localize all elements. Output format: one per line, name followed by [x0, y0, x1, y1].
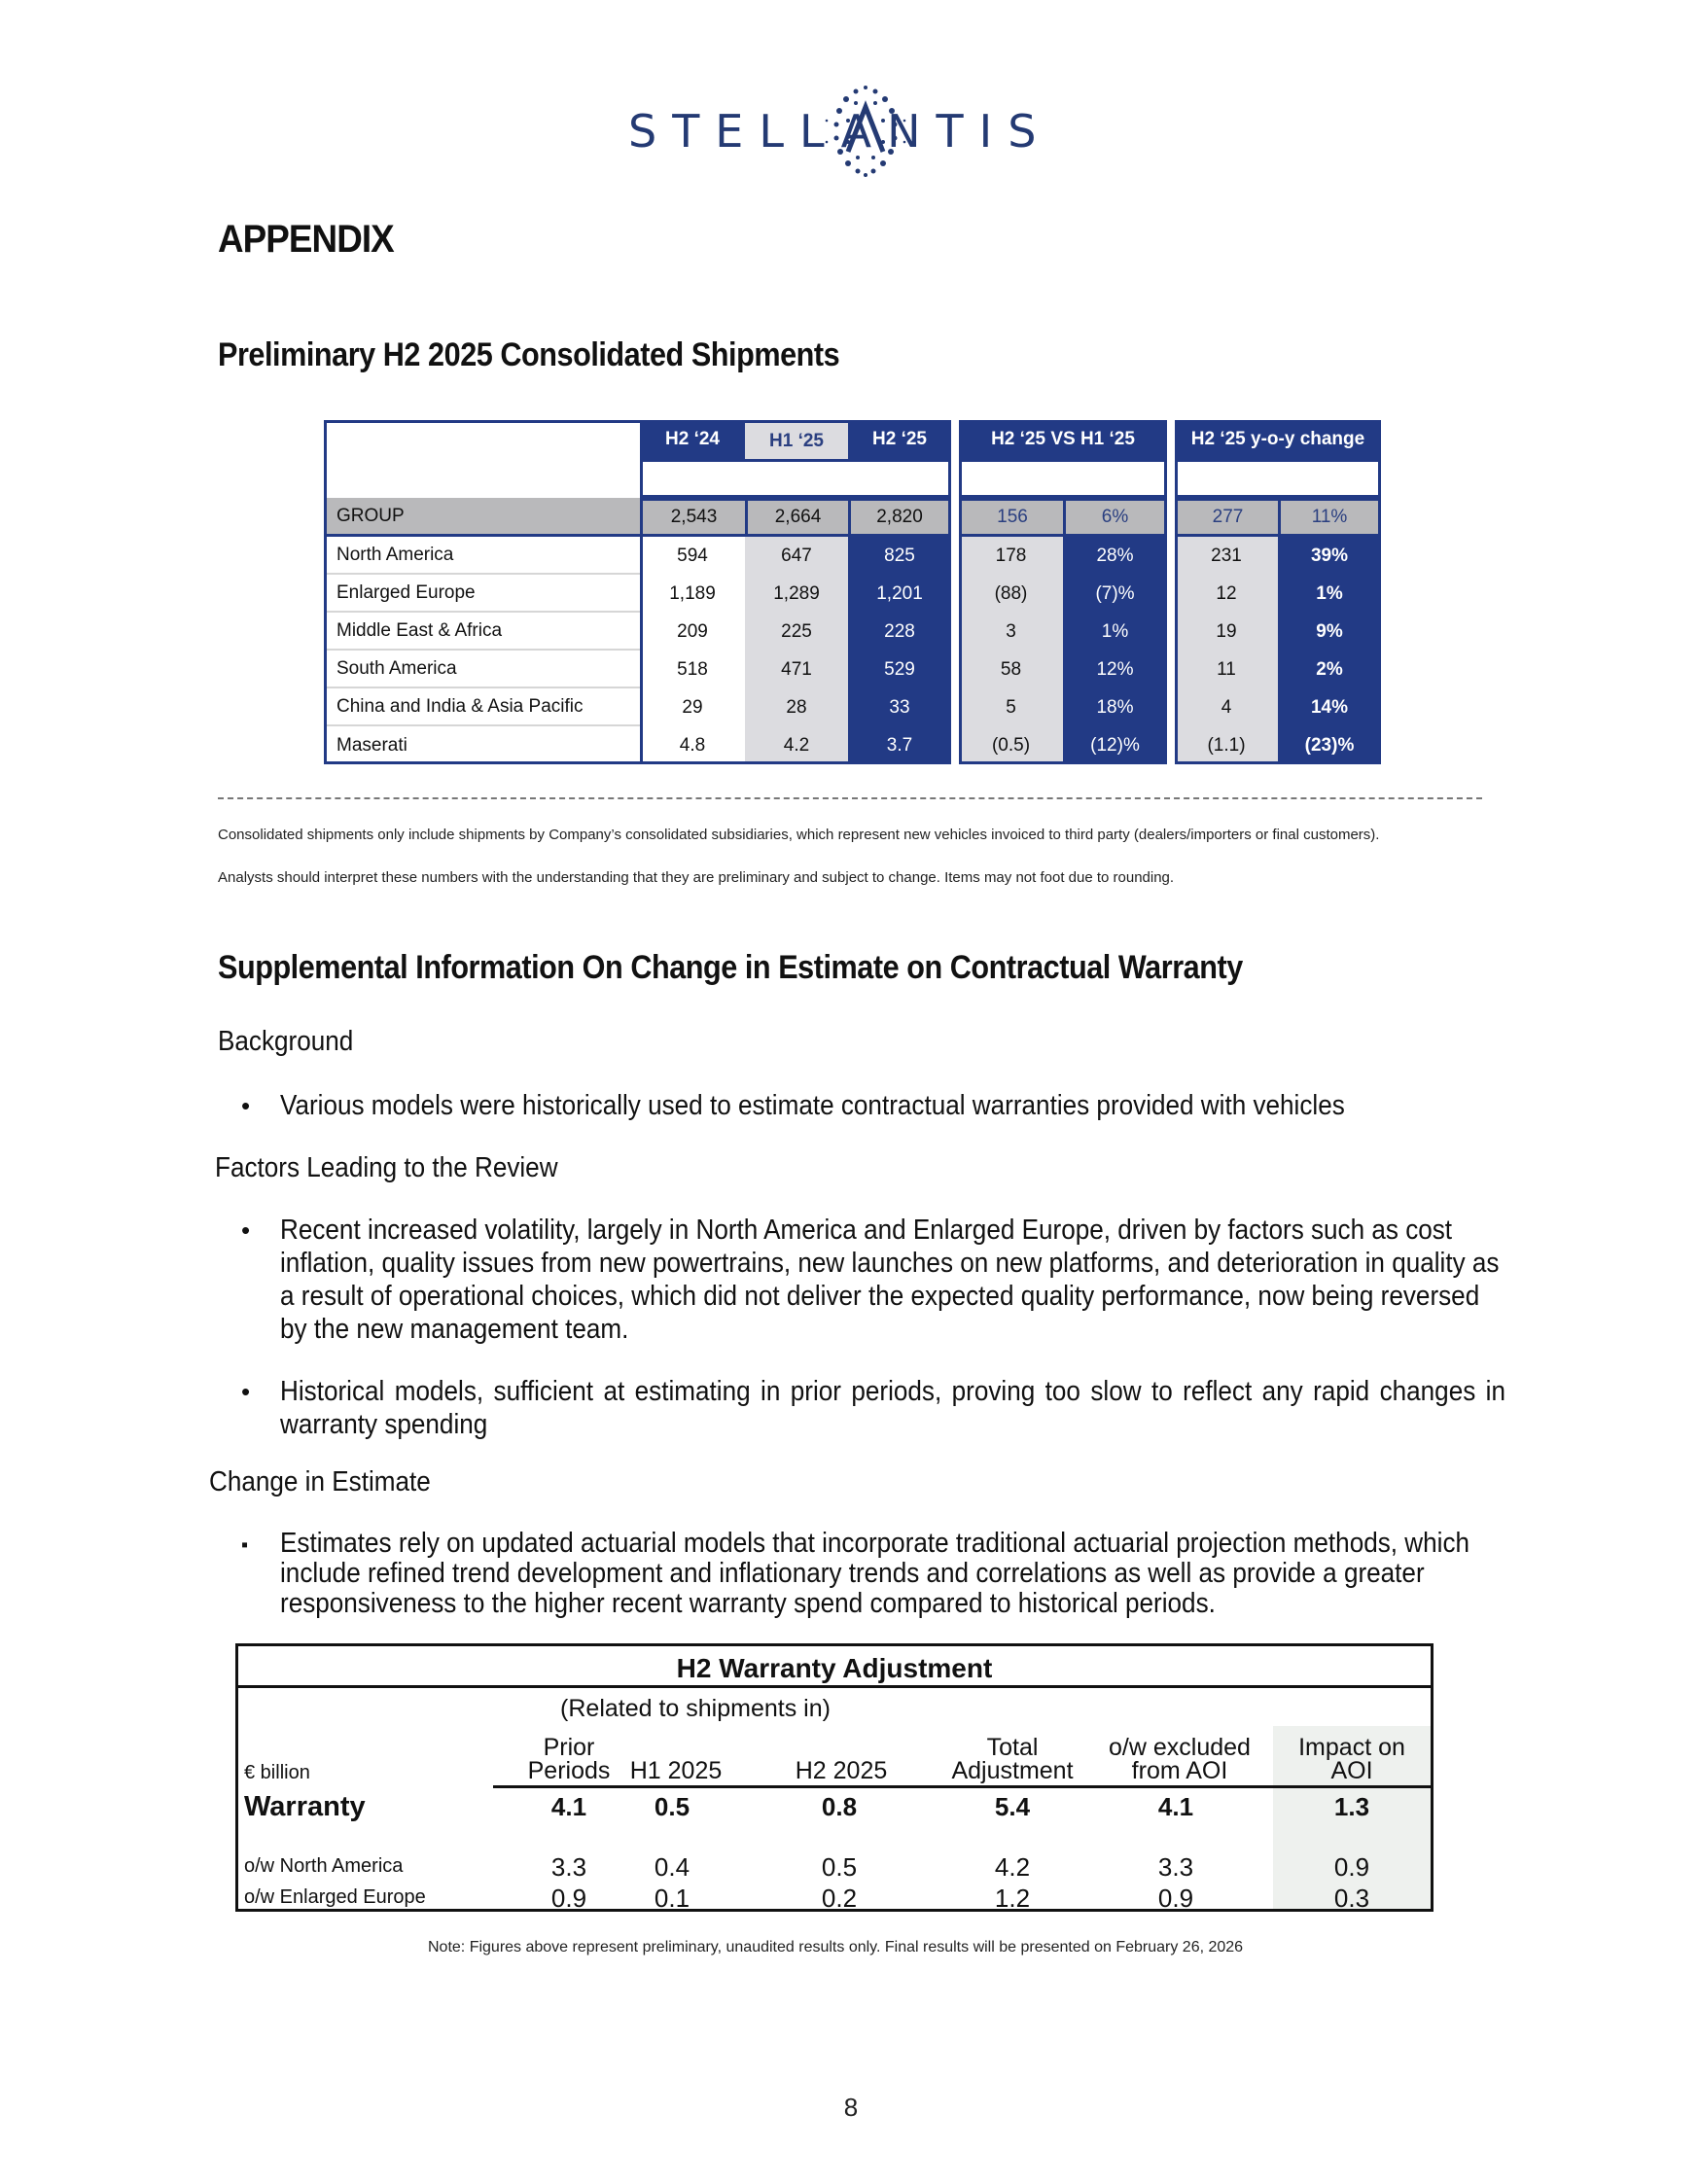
row-label: Middle East & Africa: [327, 613, 640, 651]
footnote-2: Analysts should interpret these numbers with the understanding that they are preliminary and subject to change. Items may not foot due to rounding.: [218, 869, 1175, 886]
shipments-heading: Preliminary H2 2025 Consolidated Shipments: [218, 336, 840, 373]
row-label: GROUP: [327, 498, 640, 537]
cell: 11: [1217, 658, 1236, 680]
cell: 2,820: [848, 498, 951, 537]
cell: 225: [781, 620, 812, 642]
bullet-icon: •: [241, 1091, 251, 1120]
cell: 9%: [1316, 620, 1343, 642]
cell: (7)%: [1095, 582, 1135, 604]
cell: 1,189: [669, 582, 716, 604]
group-header-vs: H2 ‘25 VS H1 ‘25: [959, 420, 1167, 459]
cell: 5.4: [994, 1792, 1031, 1821]
cell: 0.1: [654, 1884, 690, 1913]
cell: 4: [1221, 696, 1232, 718]
bullet-icon: •: [241, 1215, 251, 1245]
stellantis-logo: [622, 76, 1089, 183]
warranty-table-subtitle: (Related to shipments in): [560, 1695, 831, 1722]
cell: 2,664: [745, 498, 848, 537]
cell: 14%: [1310, 696, 1349, 718]
cell: 1.3: [1333, 1792, 1370, 1821]
cell: 209: [677, 620, 708, 642]
row-label-warranty: Warranty: [244, 1791, 366, 1822]
header-impact: Impact on: [1298, 1734, 1405, 1761]
header-prior: Periods: [527, 1757, 611, 1784]
cell: 19: [1216, 620, 1237, 642]
cell: 1%: [1316, 582, 1343, 604]
cell: 33: [889, 696, 910, 718]
group-header-yoy: H2 ‘25 y-o-y change: [1175, 420, 1381, 459]
cell: 29: [682, 696, 703, 718]
cell: 825: [884, 545, 915, 566]
header-impact: AOI: [1330, 1757, 1373, 1784]
header-prior: Prior: [543, 1734, 595, 1761]
cell: 529: [884, 658, 915, 680]
cell: 0.2: [821, 1884, 858, 1913]
col-header-h1-25: H1 ‘25: [745, 420, 848, 459]
cell: 6%: [1063, 498, 1167, 537]
cell: 18%: [1096, 696, 1134, 718]
shipments-table: [324, 420, 1381, 764]
bullet-icon: ▪: [241, 1534, 249, 1556]
cell: 4.8: [679, 734, 706, 756]
cell: 4.1: [550, 1792, 587, 1821]
row-label: China and India & Asia Pacific: [327, 688, 640, 726]
cell: 12%: [1096, 658, 1134, 680]
cell: 28: [786, 696, 807, 718]
cell: (88): [994, 582, 1028, 604]
cell: 4.2: [994, 1852, 1031, 1882]
header-excluded: from AOI: [1131, 1757, 1228, 1784]
cell: 0.5: [821, 1852, 858, 1882]
cell: 228: [884, 620, 915, 642]
row-label: Enlarged Europe: [327, 575, 640, 613]
row-label: South America: [327, 651, 640, 688]
cell: 4.1: [1157, 1792, 1194, 1821]
cell: 1,201: [876, 582, 923, 604]
cell: (1.1): [1207, 734, 1246, 756]
header-total: Adjustment: [951, 1757, 1074, 1784]
units-label: units/000: [962, 462, 1164, 495]
cell: 471: [781, 658, 812, 680]
header-h1-2025: H1 2025: [629, 1757, 723, 1784]
cell: 3.7: [886, 734, 913, 756]
cell: 277: [1175, 498, 1278, 537]
cell: (0.5): [991, 734, 1031, 756]
page-number: 8: [843, 2093, 859, 2122]
units-label: units/000: [643, 462, 948, 495]
cell: 58: [1000, 658, 1022, 680]
header-excluded: o/w excluded: [1109, 1734, 1251, 1761]
row-label-enlarged-europe: o/w Enlarged Europe: [244, 1886, 426, 1908]
bullet-icon: •: [241, 1377, 251, 1406]
cell: 1,289: [773, 582, 820, 604]
cell: 1%: [1101, 620, 1129, 642]
cell: 0.8: [821, 1792, 858, 1821]
footnote-1: Consolidated shipments only include shipments by Company’s consolidated subsidiaries, which represent new vehicles invoiced to third party (dealers/importers or final customers).: [218, 827, 1380, 843]
factors-subheading: Factors Leading to the Review: [215, 1152, 558, 1183]
unit-label: € billion: [244, 1762, 310, 1783]
footnote-separator: [218, 797, 1482, 799]
warranty-table: [235, 1643, 1434, 1912]
cell: 0.9: [550, 1884, 587, 1913]
cell: 0.5: [654, 1792, 690, 1821]
cell: 518: [677, 658, 708, 680]
cell: 28%: [1096, 545, 1134, 566]
page-title: APPENDIX: [218, 218, 394, 261]
cell: 156: [959, 498, 1063, 537]
cell: 39%: [1310, 545, 1349, 566]
cell: (12)%: [1090, 734, 1140, 756]
row-label: North America: [327, 537, 640, 575]
cell: 0.9: [1157, 1884, 1194, 1913]
cell: 0.4: [654, 1852, 690, 1882]
col-header-h2-24: H2 ‘24: [640, 420, 745, 459]
cell: 5: [1006, 696, 1016, 718]
cell: 2,543: [640, 498, 745, 537]
col-header-h2-25: H2 ‘25: [848, 420, 951, 459]
warranty-table-title: H2 Warranty Adjustment: [676, 1653, 993, 1683]
cell: 594: [677, 545, 708, 566]
cell: 2%: [1316, 658, 1343, 680]
cell: 231: [1211, 545, 1242, 566]
cell: 12: [1216, 582, 1237, 604]
cell: 178: [995, 545, 1027, 566]
cell: 0.9: [1333, 1852, 1370, 1882]
cell: 11%: [1278, 498, 1381, 537]
warranty-note: Note: Figures above represent preliminary, unaudited results only. Final results will be presented on February 26, 2026: [428, 1939, 1244, 1955]
header-total: Total: [986, 1734, 1039, 1761]
logo-wordmark: STELLANTIS: [628, 105, 1052, 158]
change-subheading: Change in Estimate: [209, 1466, 431, 1497]
cell: 4.2: [783, 734, 810, 756]
background-subheading: Background: [218, 1026, 354, 1057]
row-label: Maserati: [336, 734, 407, 756]
header-h2-2025: H2 2025: [795, 1757, 888, 1784]
cell: 1.2: [994, 1884, 1031, 1913]
cell: 647: [781, 545, 812, 566]
cell: 0.3: [1333, 1884, 1370, 1913]
units-label: units/000: [1178, 462, 1378, 495]
cell: 3.3: [550, 1852, 587, 1882]
cell: 3: [1006, 620, 1016, 642]
row-label-north-america: o/w North America: [244, 1855, 404, 1877]
cell: 3.3: [1157, 1852, 1194, 1882]
warranty-heading: Supplemental Information On Change in Estimate on Contractual Warranty: [218, 949, 1243, 986]
cell: (23)%: [1304, 734, 1355, 756]
